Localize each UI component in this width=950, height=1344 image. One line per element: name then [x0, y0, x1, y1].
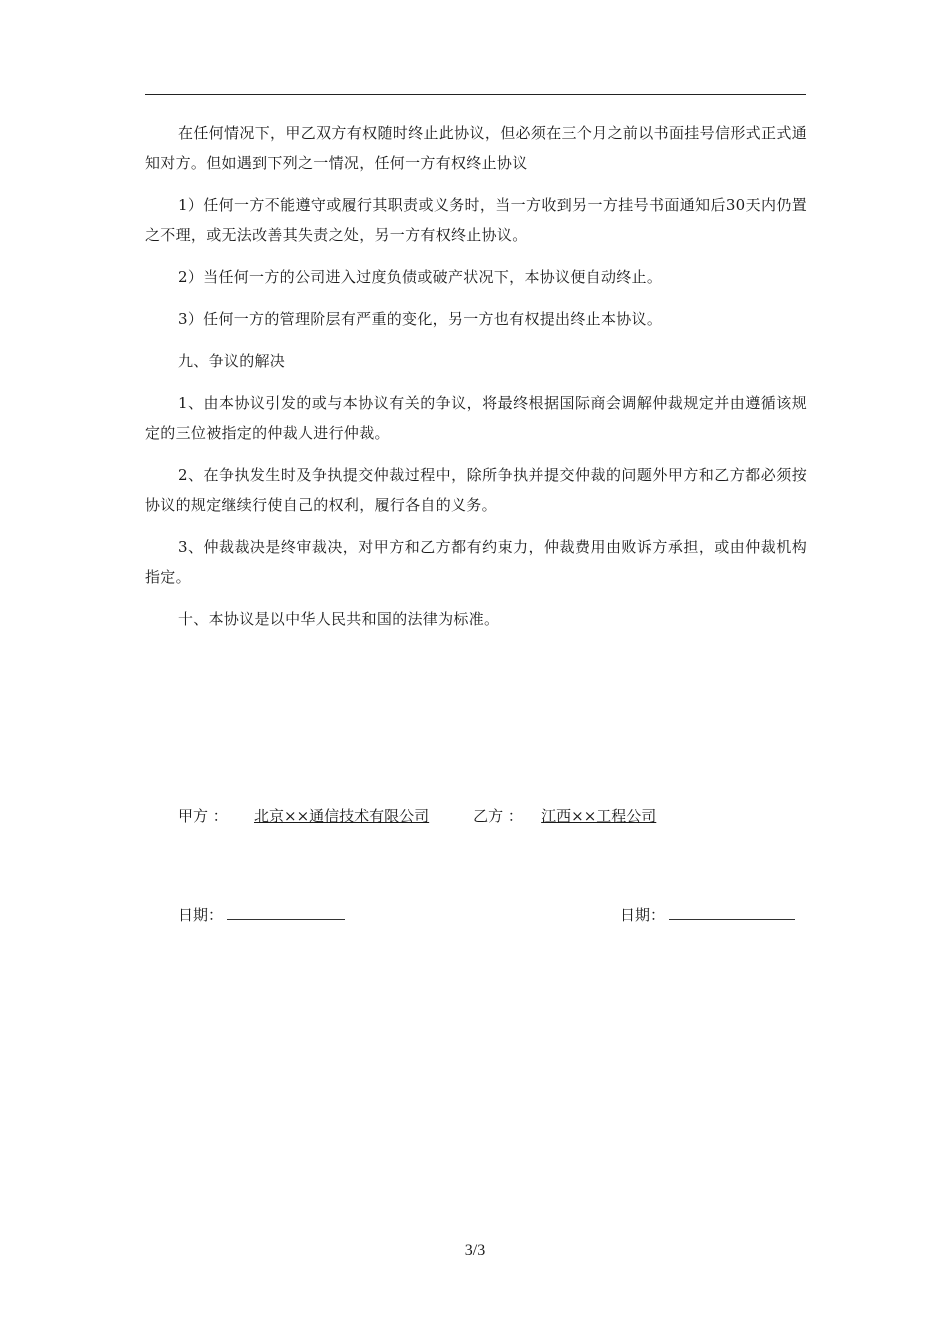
date-field-party-a [178, 903, 345, 927]
section-heading-dispute: 九、争议的解决 [178, 352, 286, 370]
signature-row [178, 804, 656, 828]
date-label-b: 日期： [620, 906, 666, 924]
date-label-a: 日期： [178, 906, 224, 924]
paragraph-termination-1: 1）任何一方不能遵守或履行其职责或义务时，当一方收到另一方挂号书面通知后30天内仍置之不理，或无法改善其失责之处，另一方有权终止协议。 [145, 196, 807, 244]
party-a-name: 北京××通信技术有限公司 [254, 807, 430, 825]
paragraph-termination-intro: 在任何情况下，甲乙双方有权随时终止此协议，但必须在三个月之前以书面挂号信形式正式通知对方。但如遇到下列之一情况，任何一方有权终止协议 [145, 124, 807, 172]
date-blank-a [227, 905, 345, 920]
page-number: 3/3 [464, 1242, 486, 1259]
paragraph-dispute-2: 2、在争执发生时及争执提交仲裁过程中，除所争执并提交仲裁的问题外甲方和乙方都必须按协议的规定继续行使自己的权利，履行各自的义务。 [145, 466, 807, 514]
date-blank-b [669, 905, 795, 920]
header-rule [145, 94, 806, 95]
section-governing-law: 十、本协议是以中华人民共和国的法律为标准。 [178, 610, 500, 628]
paragraph-dispute-1: 1、由本协议引发的或与本协议有关的争议，将最终根据国际商会调解仲裁规定并由遵循该规定的三位被指定的仲裁人进行仲裁。 [145, 394, 807, 442]
party-a-label: 甲方 ： [178, 807, 228, 825]
document-body [145, 118, 807, 646]
paragraph-dispute-3: 3、仲裁裁决是终审裁决，对甲方和乙方都有约束力，仲裁费用由败诉方承担，或由仲裁机构指定。 [145, 538, 807, 586]
party-b-label: 乙方 ： [473, 807, 523, 825]
paragraph-termination-3: 3）任何一方的管理阶层有严重的变化，另一方也有权提出终止本协议。 [178, 310, 663, 328]
paragraph-termination-2: 2）当任何一方的公司进入过度负债或破产状况下，本协议便自动终止。 [178, 268, 663, 286]
party-b-name: 江西××工程公司 [541, 807, 657, 825]
date-field-party-b [620, 903, 795, 927]
